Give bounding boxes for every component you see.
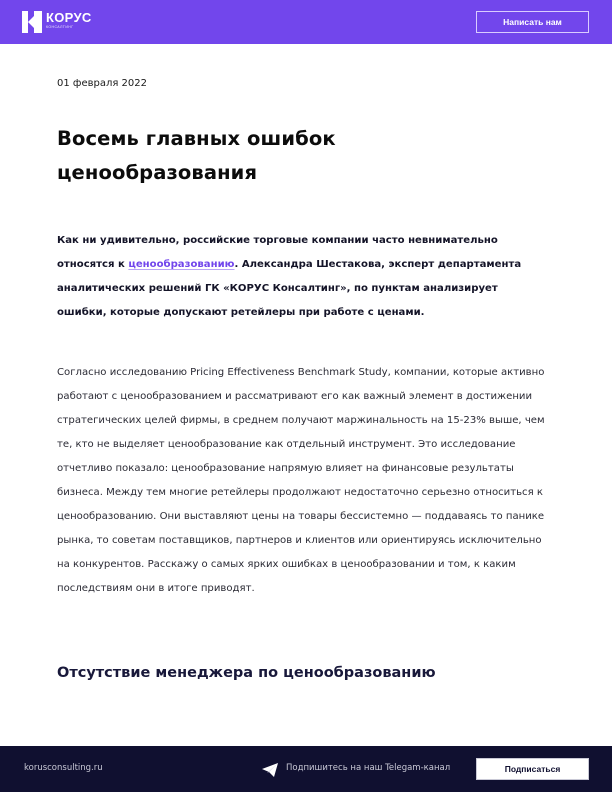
telegram-subscribe-text[interactable]: Подпишитесь на наш Telegam-канал bbox=[286, 763, 451, 773]
logo-subtitle: КОНСАЛТИНГ bbox=[46, 25, 74, 29]
telegram-icon[interactable] bbox=[262, 762, 278, 776]
contact-us-button[interactable]: Написать нам bbox=[476, 11, 589, 33]
site-footer bbox=[0, 746, 612, 792]
article-lead bbox=[57, 229, 547, 325]
logo-title: КОРУС bbox=[46, 10, 92, 25]
article-date: 01 февраля 2022 bbox=[57, 78, 148, 89]
section-heading: Отсутствие менеджера по ценообразованию bbox=[57, 665, 436, 681]
site-link[interactable]: korusconsulting.ru bbox=[24, 763, 103, 773]
korus-logo[interactable] bbox=[22, 11, 92, 33]
article-title: Восемь главных ошибок ценообразования bbox=[57, 127, 336, 184]
korus-logo-icon bbox=[22, 11, 42, 33]
subscribe-button[interactable]: Подписаться bbox=[476, 758, 589, 780]
lead-text-end: . Александра Шестакова, эксперт департамента аналитических решений ГК «КОРУС Консалтинг», по пунктам анализирует ошибки, которые допускают ретейлеры при работе с ценами. bbox=[57, 259, 522, 318]
site-header bbox=[0, 0, 612, 44]
article-body-paragraph: Согласно исследованию Pricing Effectiveness Benchmark Study, компании, которые активно работают с ценообразованием и рассматривают его как важный элемент в достижении стратегических целей фирмы, в среднем получают маржинальность на 15-23% выше, чем те, кто не выделяет ценообразование как отдельный инструмент. Это исследование отчетливо показало: ценообразование напрямую влияет на финансовые результаты бизнеса. Между тем многие ретейлеры продолжают недостаточно серьезно относиться к ценообразованию. Они выставляют цены на товары бессистемно — поддаваясь то панике рынка, то советам поставщиков, партнеров и клиентов или ориентируясь исключительно на конкурентов. Расскажу о самых ярких ошибках в ценообразовании и том, к каким последствиям они в итоге приводят. bbox=[57, 367, 545, 594]
lead-text-start: Как ни удивительно, российские торговые компании часто невнимательно относятся к bbox=[57, 235, 498, 270]
pricing-link[interactable]: ценообразованию bbox=[128, 259, 235, 270]
